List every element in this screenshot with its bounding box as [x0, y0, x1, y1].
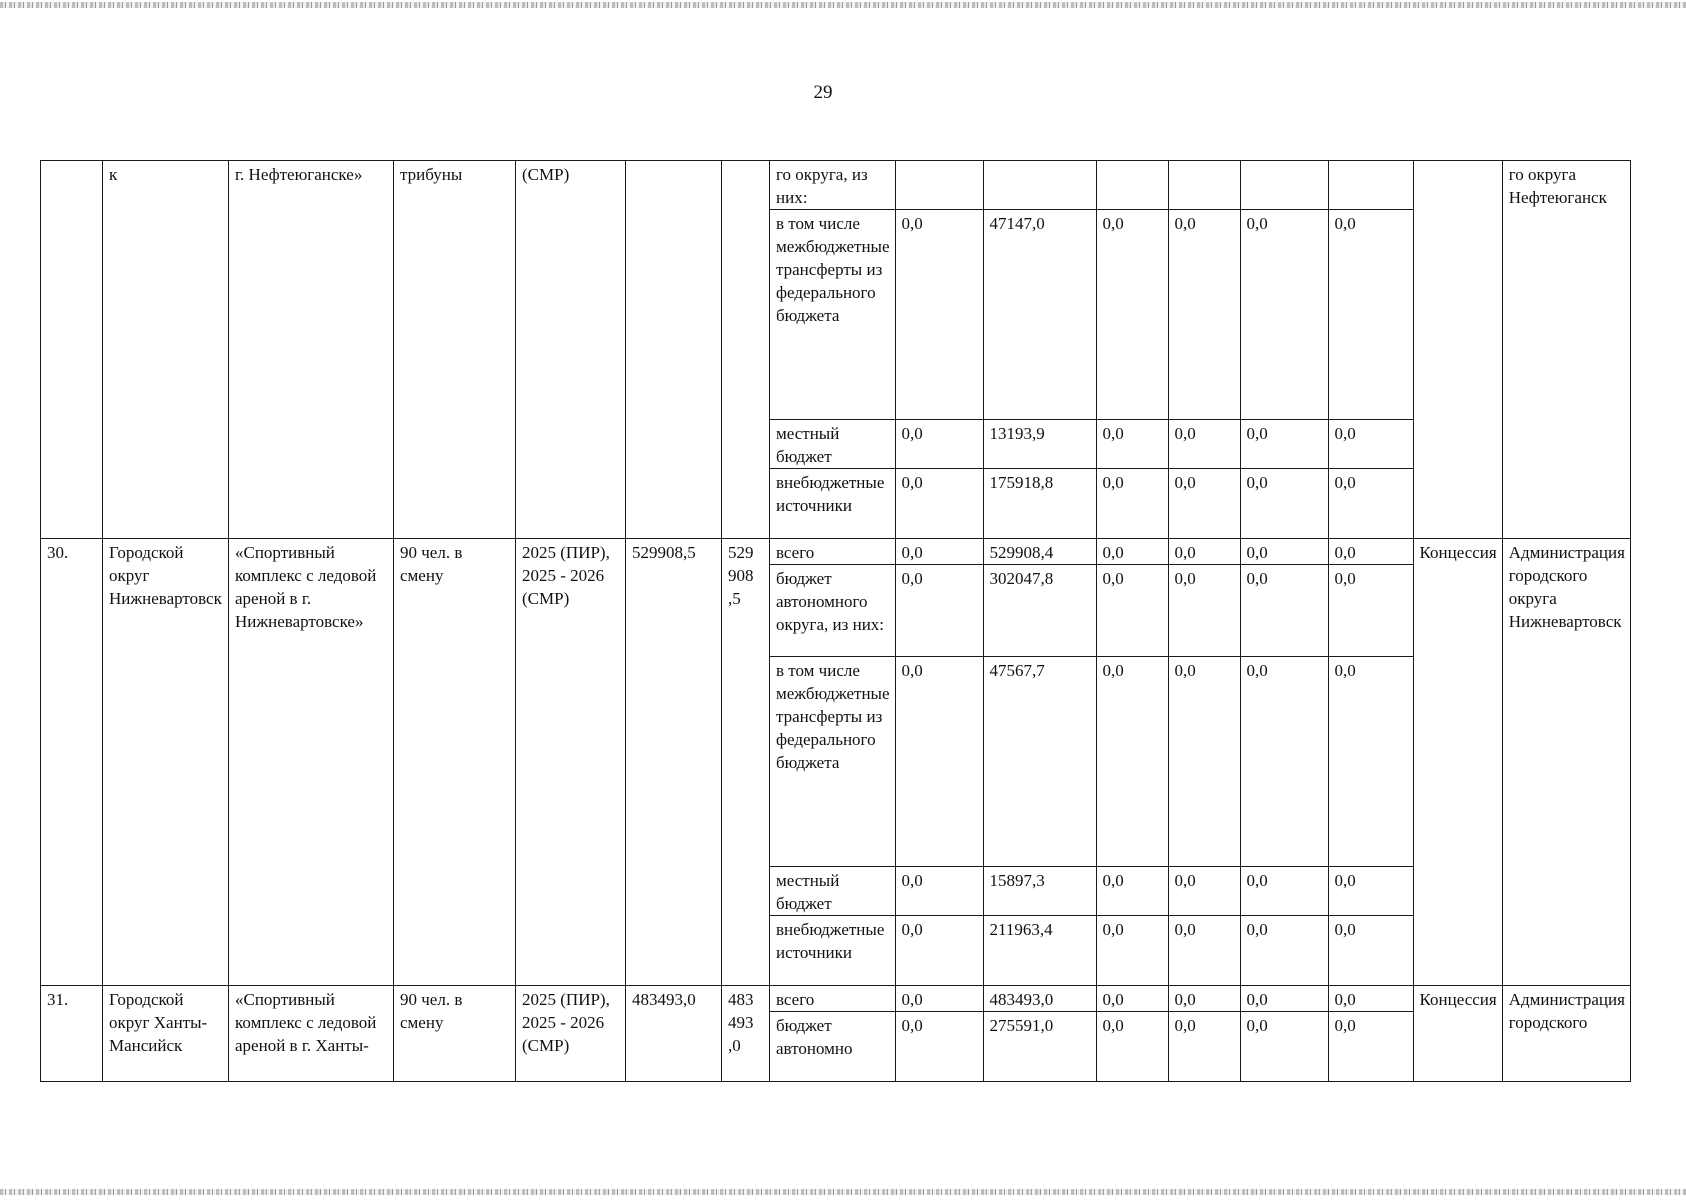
value-cell: 13193,9 — [983, 420, 1096, 469]
source-cell: в том числе межбюджетные трансферты из федерального бюджета — [770, 210, 896, 420]
source-cell: внебюджетные источники — [770, 916, 896, 986]
value-cell: 0,0 — [1168, 210, 1240, 420]
object-name-cell: «Спортивный комплекс с ледовой ареной в г. Нижневартовске» — [229, 539, 394, 986]
value-cell: 0,0 — [1240, 867, 1328, 916]
value-cell: 0,0 — [1240, 210, 1328, 420]
source-cell: местный бюджет — [770, 867, 896, 916]
cost-cell — [626, 161, 722, 539]
value-cell: 0,0 — [1328, 210, 1413, 420]
number-cell — [41, 161, 103, 539]
value-cell — [1168, 161, 1240, 210]
value-cell: 0,0 — [895, 867, 983, 916]
value-cell: 0,0 — [1240, 986, 1328, 1012]
value-cell — [983, 161, 1096, 210]
source-cell: местный бюджет — [770, 420, 896, 469]
responsible-cell: го округа Нефтеюганск — [1502, 161, 1630, 539]
value-cell: 0,0 — [1096, 210, 1168, 420]
source-cell: всего — [770, 986, 896, 1012]
value-cell: 0,0 — [1168, 867, 1240, 916]
value-cell — [895, 161, 983, 210]
value-cell — [1240, 161, 1328, 210]
municipality-cell: Городской округ Ханты-Мансийск — [103, 986, 229, 1082]
value-cell: 0,0 — [1328, 469, 1413, 539]
value-cell: 0,0 — [895, 469, 983, 539]
value-cell: 0,0 — [1168, 657, 1240, 867]
value-cell: 0,0 — [1240, 1012, 1328, 1082]
cost-cell: 529908,5 — [626, 539, 722, 986]
value-cell: 0,0 — [1096, 469, 1168, 539]
number-cell: 30. — [41, 539, 103, 986]
cost2-cell: 529 908 ,5 — [722, 539, 770, 986]
value-cell: 0,0 — [1168, 986, 1240, 1012]
responsible-cell: Администрация городского округа Нижневартовск — [1502, 539, 1630, 986]
number-cell: 31. — [41, 986, 103, 1082]
object-name-cell: г. Нефтеюганске» — [229, 161, 394, 539]
value-cell: 0,0 — [1328, 420, 1413, 469]
value-cell: 302047,8 — [983, 565, 1096, 657]
value-cell: 0,0 — [1096, 657, 1168, 867]
period-cell: 2025 (ПИР), 2025 - 2026 (СМР) — [516, 539, 626, 986]
period-cell: 2025 (ПИР), 2025 - 2026 (СМР) — [516, 986, 626, 1082]
value-cell: 0,0 — [1096, 986, 1168, 1012]
municipality-cell: Городской округ Нижневартовск — [103, 539, 229, 986]
value-cell: 0,0 — [1168, 916, 1240, 986]
capacity-cell: трибуны — [394, 161, 516, 539]
value-cell: 0,0 — [1240, 420, 1328, 469]
value-cell: 0,0 — [1096, 867, 1168, 916]
value-cell: 0,0 — [895, 539, 983, 565]
value-cell: 0,0 — [1168, 420, 1240, 469]
value-cell: 0,0 — [1240, 565, 1328, 657]
value-cell: 0,0 — [895, 420, 983, 469]
value-cell: 0,0 — [895, 657, 983, 867]
value-cell: 0,0 — [1328, 657, 1413, 867]
table-row — [41, 539, 1631, 565]
cost2-cell: 483 493 ,0 — [722, 986, 770, 1082]
value-cell: 483493,0 — [983, 986, 1096, 1012]
value-cell: 0,0 — [1168, 539, 1240, 565]
value-cell: 175918,8 — [983, 469, 1096, 539]
value-cell: 0,0 — [1328, 916, 1413, 986]
scan-edge-bottom — [0, 1189, 1686, 1195]
value-cell: 0,0 — [1328, 986, 1413, 1012]
value-cell: 0,0 — [1240, 916, 1328, 986]
source-cell: го округа, из них: — [770, 161, 896, 210]
value-cell: 0,0 — [895, 565, 983, 657]
value-cell: 47147,0 — [983, 210, 1096, 420]
source-cell: бюджет автономного округа, из них: — [770, 565, 896, 657]
value-cell: 0,0 — [1168, 565, 1240, 657]
value-cell: 0,0 — [1240, 657, 1328, 867]
source-cell: всего — [770, 539, 896, 565]
value-cell: 0,0 — [1096, 1012, 1168, 1082]
value-cell: 211963,4 — [983, 916, 1096, 986]
cost-cell: 483493,0 — [626, 986, 722, 1082]
mechanism-cell: Концессия — [1413, 539, 1502, 986]
value-cell: 0,0 — [1328, 1012, 1413, 1082]
value-cell: 0,0 — [895, 986, 983, 1012]
value-cell: 0,0 — [1096, 420, 1168, 469]
value-cell: 0,0 — [1328, 539, 1413, 565]
scan-edge-top — [0, 2, 1686, 8]
table-row — [41, 986, 1631, 1012]
financing-table — [40, 160, 1631, 1082]
value-cell: 0,0 — [895, 1012, 983, 1082]
page-number: 29 — [813, 82, 833, 103]
source-cell: внебюджетные источники — [770, 469, 896, 539]
value-cell: 15897,3 — [983, 867, 1096, 916]
capacity-cell: 90 чел. в смену — [394, 539, 516, 986]
value-cell: 0,0 — [1168, 1012, 1240, 1082]
mechanism-cell: Концессия — [1413, 986, 1502, 1082]
value-cell — [1096, 161, 1168, 210]
object-name-cell: «Спортивный комплекс с ледовой ареной в г. Ханты- — [229, 986, 394, 1082]
value-cell: 0,0 — [895, 210, 983, 420]
value-cell: 0,0 — [1328, 565, 1413, 657]
value-cell — [1328, 161, 1413, 210]
value-cell: 47567,7 — [983, 657, 1096, 867]
value-cell: 0,0 — [1328, 867, 1413, 916]
value-cell: 0,0 — [1168, 469, 1240, 539]
source-cell: бюджет автономно — [770, 1012, 896, 1082]
value-cell: 0,0 — [895, 916, 983, 986]
municipality-cell: к — [103, 161, 229, 539]
table-row — [41, 161, 1631, 210]
value-cell: 275591,0 — [983, 1012, 1096, 1082]
capacity-cell: 90 чел. в смену — [394, 986, 516, 1082]
cost2-cell — [722, 161, 770, 539]
value-cell: 0,0 — [1240, 469, 1328, 539]
value-cell: 0,0 — [1096, 565, 1168, 657]
value-cell: 0,0 — [1096, 916, 1168, 986]
mechanism-cell — [1413, 161, 1502, 539]
value-cell: 0,0 — [1096, 539, 1168, 565]
value-cell: 0,0 — [1240, 539, 1328, 565]
value-cell: 529908,4 — [983, 539, 1096, 565]
period-cell: (СМР) — [516, 161, 626, 539]
source-cell: в том числе межбюджетные трансферты из федерального бюджета — [770, 657, 896, 867]
responsible-cell: Администрация городского — [1502, 986, 1630, 1082]
